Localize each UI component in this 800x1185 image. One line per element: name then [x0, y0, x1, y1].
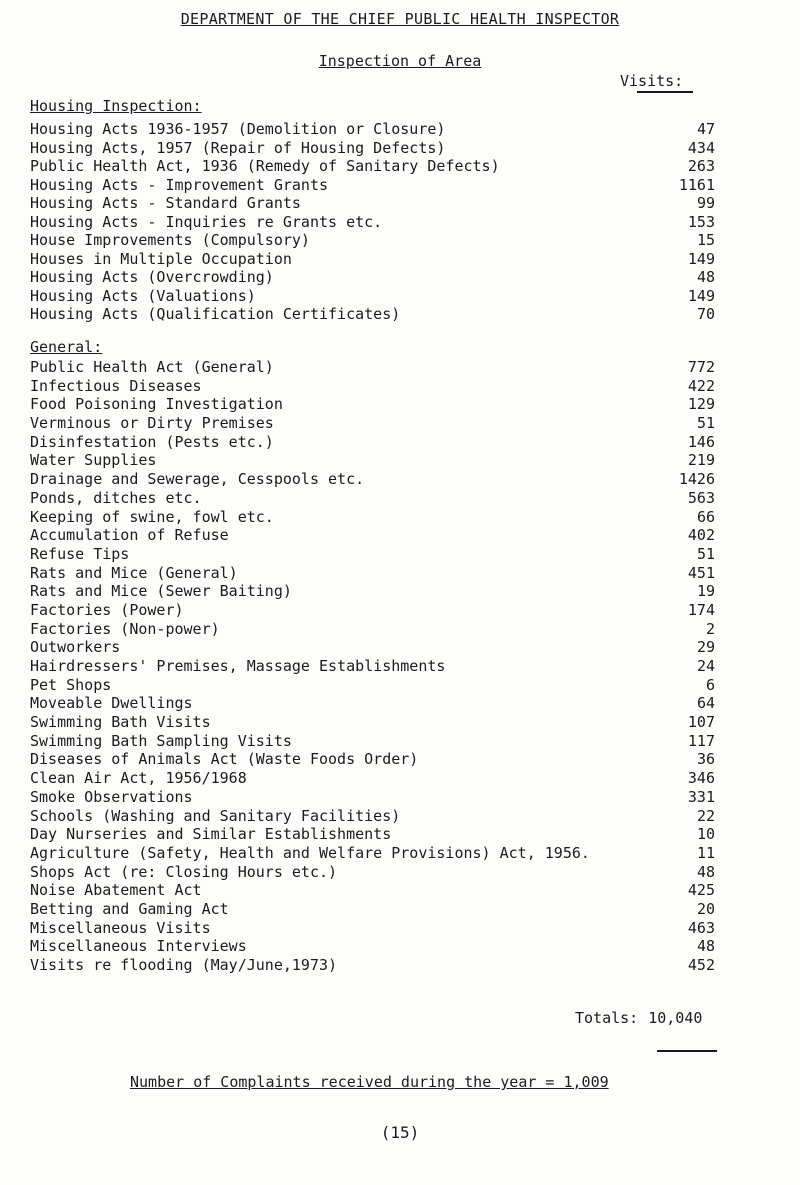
- housing-row-visits: 1161: [678, 175, 715, 194]
- general-row: [30, 601, 715, 620]
- general-heading: General:: [30, 338, 103, 356]
- general-row-visits: 20: [696, 899, 715, 918]
- general-row-visits: 19: [696, 582, 715, 601]
- general-row-label: Moveable Dwellings: [30, 694, 193, 713]
- general-row-label: Noise Abatement Act: [30, 881, 202, 900]
- general-row-label: Hairdressers' Premises, Massage Establishments: [30, 657, 446, 675]
- general-row-visits: 146: [687, 432, 715, 451]
- general-row: [30, 881, 715, 900]
- general-row-visits: 66: [696, 507, 715, 526]
- general-row-visits: 219: [687, 451, 715, 470]
- general-row-label: Visits re flooding (May/June,1973): [30, 956, 338, 974]
- general-row-label: Food Poisoning Investigation: [30, 395, 283, 414]
- housing-row: [30, 120, 715, 139]
- general-row-visits: 463: [687, 918, 715, 937]
- general-row: [30, 788, 715, 807]
- general-row-label: Schools (Washing and Sanitary Facilities): [30, 806, 401, 825]
- general-row: [30, 377, 715, 396]
- general-row: [30, 750, 715, 769]
- general-row-visits: 29: [696, 638, 715, 657]
- general-row: [30, 863, 715, 882]
- page-number: (15): [380, 1123, 420, 1142]
- general-row: [30, 694, 715, 713]
- general-row: [30, 414, 715, 433]
- general-row: [30, 825, 715, 844]
- general-row-visits: 6: [705, 675, 715, 694]
- general-row-label: Ponds, ditches etc.: [30, 488, 202, 507]
- general-row: [30, 937, 715, 956]
- general-row-visits: 11: [696, 843, 715, 862]
- general-row: [30, 956, 715, 975]
- general-row: [30, 526, 715, 545]
- complaints-line: Number of Complaints received during the year = 1,009: [130, 1073, 609, 1091]
- housing-row-visits: 70: [696, 305, 715, 323]
- general-row: [30, 900, 715, 919]
- visits-underline: [637, 91, 693, 93]
- general-row: [30, 676, 715, 695]
- general-row-label: Miscellaneous Interviews: [30, 937, 247, 956]
- general-row: [30, 620, 715, 639]
- general-row: [30, 545, 715, 564]
- general-row-label: Rats and Mice (General): [30, 563, 238, 582]
- general-row: [30, 732, 715, 751]
- housing-list: [30, 120, 715, 324]
- general-row: [30, 769, 715, 788]
- general-row: [30, 713, 715, 732]
- general-row-label: Swimming Bath Sampling Visits: [30, 731, 292, 750]
- housing-row: [30, 176, 715, 195]
- housing-row-visits: 149: [687, 249, 715, 268]
- housing-row: [30, 250, 715, 269]
- general-row-label: Verminous or Dirty Premises: [30, 414, 274, 433]
- totals-value: 10,040: [648, 1009, 703, 1027]
- general-row-label: Accumulation of Refuse: [30, 526, 229, 545]
- general-row-visits: 107: [687, 713, 715, 732]
- general-row-visits: 129: [687, 395, 715, 414]
- general-row-visits: 10: [696, 825, 715, 844]
- general-row-visits: 117: [687, 731, 715, 750]
- general-row-label: Diseases of Animals Act (Waste Foods Order): [30, 750, 419, 769]
- housing-row: [30, 305, 715, 324]
- housing-row-visits: 47: [696, 120, 715, 138]
- general-row: [30, 433, 715, 452]
- general-row: [30, 807, 715, 826]
- general-row: [30, 358, 715, 377]
- section-subtitle: Inspection of Area: [318, 52, 482, 70]
- general-row-label: Day Nurseries and Similar Establishments: [30, 825, 392, 844]
- general-row-label: Pet Shops: [30, 675, 112, 694]
- general-row-visits: 2: [705, 619, 715, 638]
- general-row-visits: 174: [687, 600, 715, 619]
- housing-row-visits: 153: [687, 212, 715, 231]
- housing-row-label: Housing Acts (Qualification Certificates): [30, 305, 401, 323]
- housing-heading: Housing Inspection:: [30, 97, 202, 115]
- general-row: [30, 395, 715, 414]
- housing-row: [30, 287, 715, 306]
- housing-row-visits: 15: [696, 231, 715, 249]
- general-row-visits: 425: [687, 881, 715, 900]
- housing-row-label: Housing Acts, 1957 (Repair of Housing Defects): [30, 138, 446, 157]
- totals-line: [575, 1009, 702, 1027]
- housing-row-label: Housing Acts - Improvement Grants: [30, 175, 329, 194]
- general-row: [30, 638, 715, 657]
- housing-row-label: Housing Acts (Overcrowding): [30, 268, 274, 286]
- general-row: [30, 582, 715, 601]
- totals-underline: [657, 1050, 717, 1052]
- general-row-visits: 36: [696, 750, 715, 769]
- general-row-label: Betting and Gaming Act: [30, 899, 229, 918]
- general-row-visits: 24: [696, 657, 715, 675]
- general-row-visits: 451: [687, 563, 715, 582]
- housing-row: [30, 139, 715, 158]
- housing-row-visits: 434: [687, 138, 715, 157]
- general-row-label: Infectious Diseases: [30, 376, 202, 395]
- general-row-label: Miscellaneous Visits: [30, 918, 211, 937]
- housing-row-label: House Improvements (Compulsory): [30, 231, 310, 249]
- housing-row-label: Housing Acts (Valuations): [30, 286, 256, 305]
- general-row-visits: 51: [696, 414, 715, 433]
- general-row: [30, 489, 715, 508]
- general-row-label: Refuse Tips: [30, 544, 130, 563]
- department-title: DEPARTMENT OF THE CHIEF PUBLIC HEALTH INSPECTOR: [180, 10, 620, 28]
- general-row-visits: 452: [687, 956, 715, 974]
- general-row-label: Water Supplies: [30, 451, 157, 470]
- general-row-visits: 48: [696, 937, 715, 956]
- general-row-visits: 1426: [678, 470, 715, 489]
- housing-row: [30, 268, 715, 287]
- general-row-label: Rats and Mice (Sewer Baiting): [30, 582, 292, 601]
- housing-row-visits: 99: [696, 194, 715, 212]
- general-row-label: Public Health Act (General): [30, 358, 274, 376]
- housing-row: [30, 231, 715, 250]
- general-row-visits: 346: [687, 769, 715, 788]
- general-row-label: Shops Act (re: Closing Hours etc.): [30, 862, 338, 881]
- general-row: [30, 844, 715, 863]
- general-row-visits: 563: [687, 488, 715, 507]
- housing-row-label: Public Health Act, 1936 (Remedy of Sanitary Defects): [30, 157, 500, 175]
- housing-row: [30, 194, 715, 213]
- general-row-label: Smoke Observations: [30, 787, 193, 806]
- housing-row-label: Housing Acts 1936-1957 (Demolition or Closure): [30, 120, 446, 138]
- general-row-visits: 22: [696, 806, 715, 825]
- general-row-visits: 64: [696, 694, 715, 713]
- general-row: [30, 470, 715, 489]
- general-list: [30, 358, 715, 975]
- general-row-label: Agriculture (Safety, Health and Welfare Provisions) Act, 1956.: [30, 843, 590, 862]
- housing-row-label: Houses in Multiple Occupation: [30, 249, 292, 268]
- housing-row: [30, 157, 715, 176]
- general-row-label: Factories (Non-power): [30, 619, 220, 638]
- housing-row-label: Housing Acts - Standard Grants: [30, 194, 301, 212]
- visits-column-heading: Visits:: [620, 72, 684, 90]
- general-row-label: Disinfestation (Pests etc.): [30, 432, 274, 451]
- housing-row: [30, 213, 715, 232]
- general-row-visits: 331: [687, 787, 715, 806]
- general-row-visits: 422: [687, 376, 715, 395]
- totals-label: Totals:: [575, 1009, 639, 1027]
- housing-row-label: Housing Acts - Inquiries re Grants etc.: [30, 212, 383, 231]
- general-row-visits: 772: [687, 358, 715, 376]
- housing-row-visits: 263: [687, 157, 715, 175]
- general-row-label: Factories (Power): [30, 600, 184, 619]
- general-row-label: Clean Air Act, 1956/1968: [30, 769, 247, 788]
- general-row: [30, 564, 715, 583]
- general-row: [30, 919, 715, 938]
- general-row-visits: 51: [696, 544, 715, 563]
- general-row-label: Drainage and Sewerage, Cesspools etc.: [30, 470, 365, 489]
- general-row-label: Keeping of swine, fowl etc.: [30, 507, 274, 526]
- general-row-visits: 402: [687, 526, 715, 545]
- housing-row-visits: 48: [696, 268, 715, 286]
- housing-row-visits: 149: [687, 286, 715, 305]
- general-row: [30, 657, 715, 676]
- general-row: [30, 508, 715, 527]
- general-row: [30, 451, 715, 470]
- general-row-visits: 48: [696, 862, 715, 881]
- general-row-label: Outworkers: [30, 638, 121, 657]
- general-row-label: Swimming Bath Visits: [30, 713, 211, 732]
